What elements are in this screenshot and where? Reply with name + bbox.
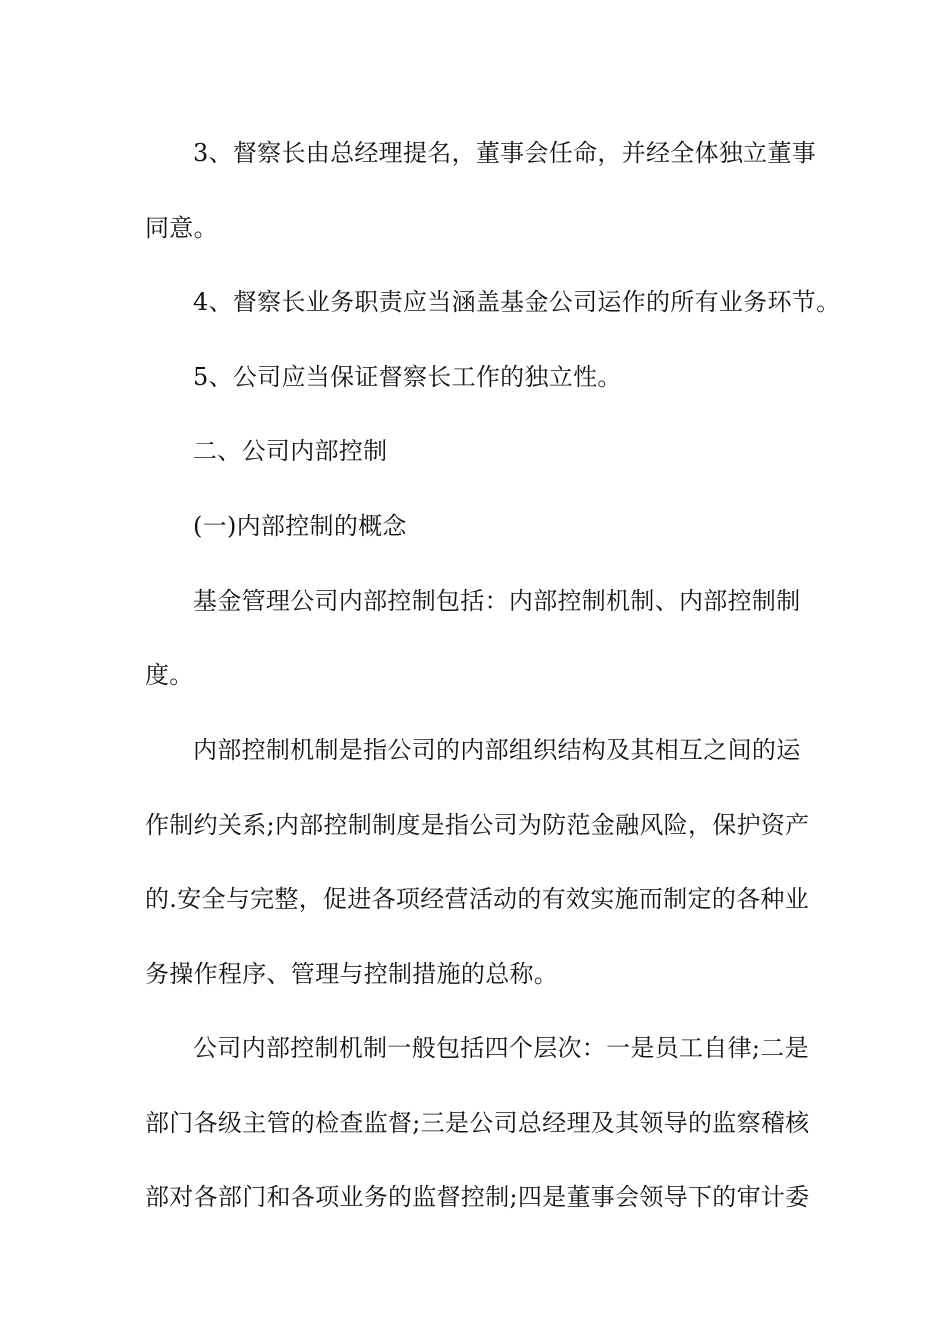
paragraph-line: 5、公司应当保证督察长工作的独立性。 (193, 363, 622, 391)
paragraph-line: 3、督察长由总经理提名，董事会任命，并经全体独立董事 (193, 139, 817, 167)
paragraph-line: 务操作程序、管理与控制措施的总称。 (145, 960, 559, 988)
paragraph-line: 公司内部控制机制一般包括四个层次：一是员工自律;二是 (193, 1034, 809, 1062)
paragraph-line: 部门各级主管的检查监督;三是公司总经理及其领导的监察稽核 (145, 1109, 810, 1137)
paragraph-line: 同意。 (145, 214, 218, 242)
subsection-heading: (一)内部控制的概念 (193, 512, 407, 540)
paragraph-line: 部对各部门和各项业务的监督控制;四是董事会领导下的审计委 (145, 1183, 810, 1211)
paragraph-line: 度。 (145, 661, 194, 689)
paragraph-line: 的.安全与完整，促进各项经营活动的有效实施而制定的各种业 (145, 885, 810, 913)
paragraph-line: 基金管理公司内部控制包括：内部控制机制、内部控制制 (193, 587, 801, 615)
paragraph-line: 作制约关系;内部控制制度是指公司为防范金融风险，保护资产 (145, 811, 810, 839)
paragraph-line: 4、督察长业务职责应当涵盖基金公司运作的所有业务环节。 (193, 288, 841, 316)
section-heading: 二、公司内部控制 (193, 437, 388, 465)
paragraph-line: 内部控制机制是指公司的内部组织结构及其相互之间的运 (193, 736, 801, 764)
